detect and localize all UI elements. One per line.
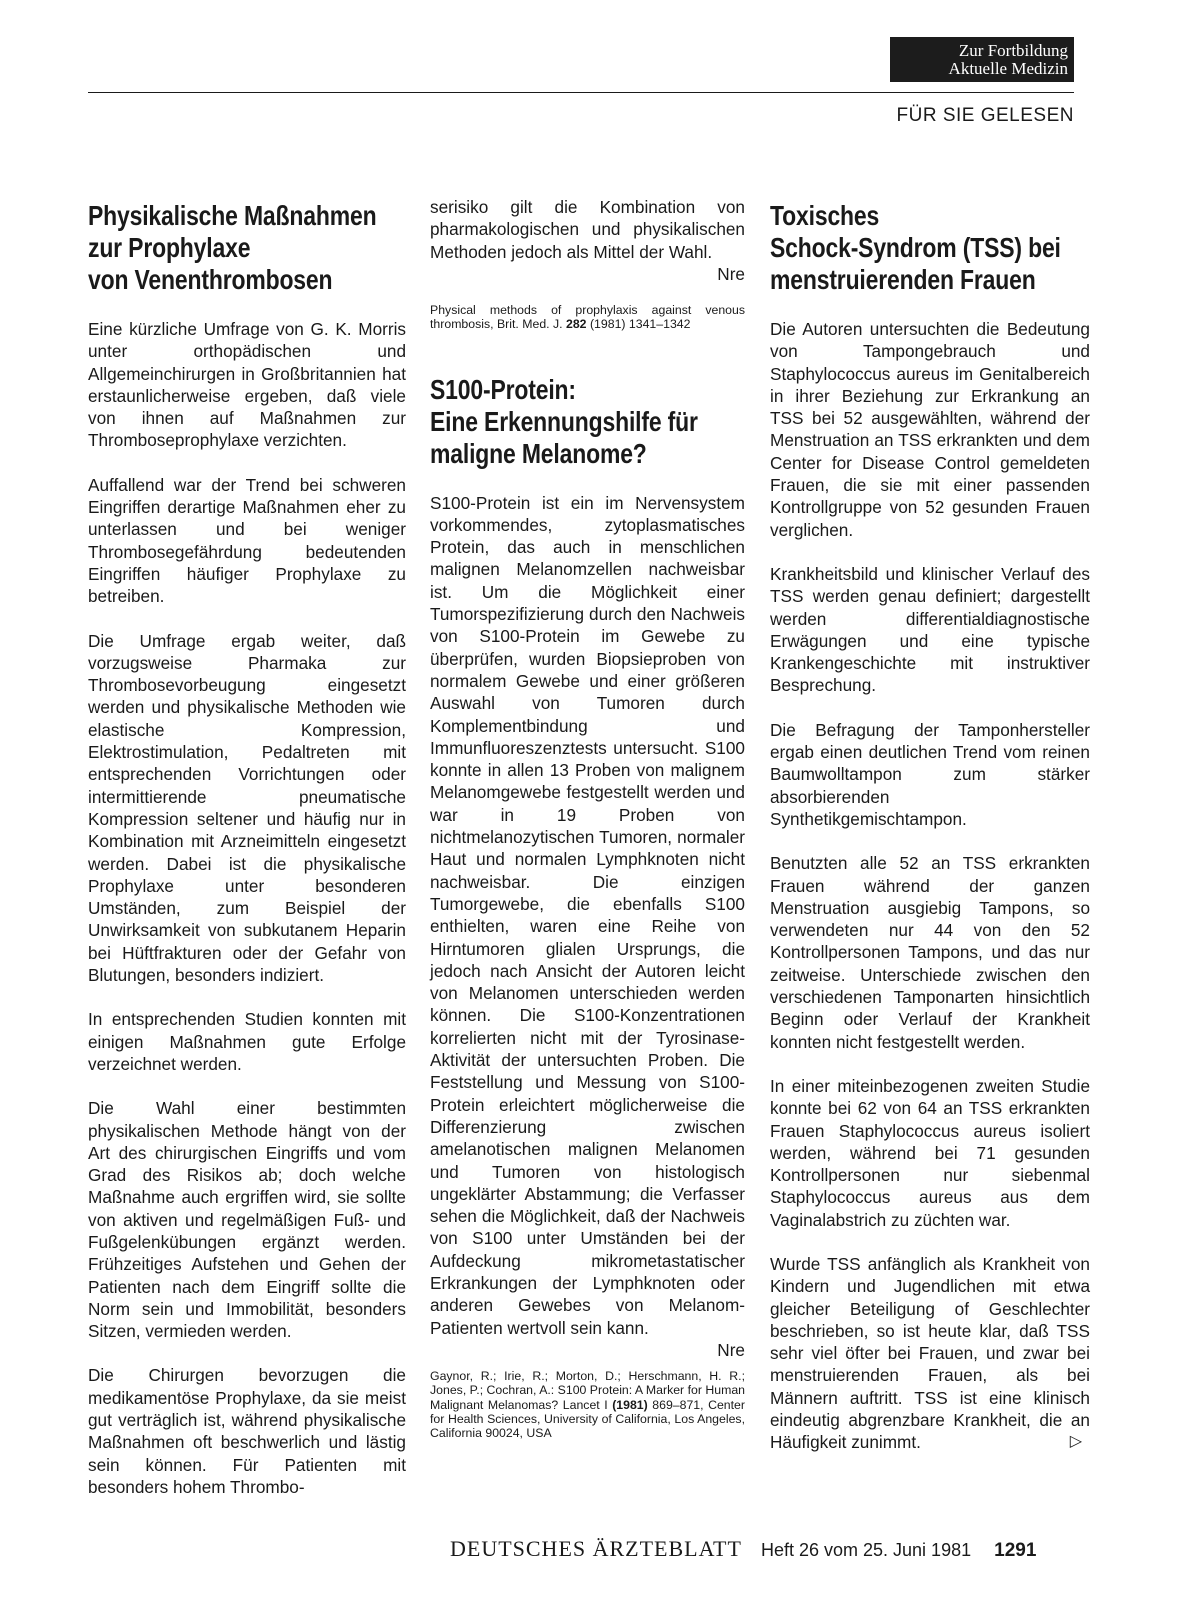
article-1-reference-tail: (1981) 1341–1342 <box>589 317 691 332</box>
article-2-reference <box>430 1369 745 1440</box>
article-1-paragraph: Die Umfrage ergab weiter, daß vorzugsweise Pharmaka zur Thrombosevorbeugung eingesetzt werden und physikalische Methoden wie elastische Kompression, Elektrostimulation, Pedaltreten mit entsprechenden Vorrichtungen oder intermittierende pneumatische Kompression seltener und häufig nur in Kombination mit Arzneimitteln eingesetzt werden. Dabei ist die physikalische Prophylaxe unter besonderen Umständen, zum Beispiel der Unwirksamkeit von subkutanem Heparin bei Hüftfrakturen oder der Gefahr von Blutungen, besonders indiziert. <box>88 630 406 986</box>
article-2-signature: Nre <box>717 1339 745 1360</box>
article-1-signature-line <box>430 263 745 285</box>
article-3-title <box>770 200 1090 296</box>
article-1-paragraph: Eine kürzliche Umfrage von G. K. Morris unter orthopädischen und Allgemeinchirurgen in Großbritannien hat erstaunlicherweise ergeben, daß viele von ihnen auf Maßnahmen zur Thromboseprophylaxe verzichten. <box>88 319 406 451</box>
article-3-paragraph: In einer miteinbezogenen zweiten Studie konnte bei 62 von 64 an TSS erkrankten Frauen Staphylococcus aureus isoliert werden, während bei 71 gesunden Kontrollpersonen nur siebenmal Staphylococcus aureus aus dem Vaginalabstrich zu züchten war. <box>770 1075 1090 1230</box>
article-2-paragraph: S100-Protein ist ein im Nervensystem vorkommendes, zytoplasmatisches Protein, das auch in menschlichen malignen Melanomzellen nachweisbar ist. Um die Möglichkeit einer Tumorspezifizierung durch den Nachweis von S100-Protein im Gewebe zu überprüfen, wurden Biopsieproben von normalem Gewebe und einer größeren Auswahl von Tumoren durch Komplementbindung und Immunfluoreszenztests untersucht. S100 konnte in allen 13 Proben von malignem Melanomgewebe festgestellt werden und war in 19 Proben von nichtmelanozytischen Tumoren, normaler Haut und normalen Lymphknoten nicht nachweisbar. Die einzigen Tumorgewebe, die ebenfalls S100 enthielten, waren eine Reihe von Hirntumoren glialen Ursprungs, die jedoch nach Ansicht der Autoren leicht von Melanomen unterschieden werden können. Die S100-Konzentrationen korrelierten nicht mit der Tyrosinase-Aktivität der untersuchten Proben. Die Feststellung und Messung von S100-Protein erleichtert möglicherweise die Differenzierung zwischen amelanotischen malignen Melanomen und Tumoren von histologisch ungeklärter Abstammung; die Verfasser sehen die Möglichkeit, daß der Nachweis von S100 unter Umständen bei der Aufdeckung mikrometastatischer Erkrankungen der Lymphknoten oder anderen Gewebes von Melanom-Patienten wertvoll sein kann. <box>430 492 745 1338</box>
article-2-title <box>430 374 745 470</box>
page-number: 1291 <box>994 1540 1037 1561</box>
article-1-reference-text: Physical methods of prophylaxis against venous thrombosis, Brit. Med. J. <box>430 303 745 332</box>
article-1-continuation: serisiko gilt die Kombination von pharmakologischen und physikalischen Methoden jedoch als Mittel der Wahl. <box>430 197 745 262</box>
section-label: FÜR SIE GELESEN <box>896 105 1074 126</box>
article-3-paragraph: Krankheitsbild und klinischer Verlauf des TSS werden genau definiert; dargestellt werden differentialdiagnostische Erwägungen und eine typische Krankengeschichte mit instruktiver Besprechung. <box>770 563 1090 696</box>
article-3-paragraph: Benutzten alle 52 an TSS erkrankten Frauen während der ganzen Menstruation ausgiebig Tampons, so verwendeten nur 44 von den 52 Kontrollpersonen Tampons, und das nur zeitweise. Unterschiede zwischen den verschiedenen Tamponarten hinsichtlich Beginn oder Verlauf der Krankheit konnten nicht festgestellt werden. <box>770 853 1090 1052</box>
article-1-reference-volume: 282 <box>566 317 587 332</box>
header-rule <box>88 92 1074 93</box>
article-1-reference <box>430 303 745 331</box>
article-2-title-line-3: maligne Melanome? <box>430 437 647 469</box>
badge-line-2: Aktuelle Medizin <box>948 59 1068 78</box>
article-2-reference-text: Gaynor, R.; Irie, R.; Morton, D.; Herschmann, H. R.; Jones, P.; Cochran, A.: S100 Protein: A Marker for Human Malignant Melanomas? Lancet I <box>430 1369 745 1412</box>
article-1-signature: Nre <box>717 263 745 284</box>
continue-arrow-icon: ▷ <box>1069 1432 1082 1450</box>
article-3-title-line-2: Schock-Syndrom (TSS) bei <box>770 232 1061 263</box>
article-1-title-line-1: Physikalische Maßnahmen <box>88 200 377 231</box>
article-2-reference-year: (1981) <box>612 1397 648 1412</box>
article-1-paragraph: Die Wahl einer bestimmten physikalischen Methode hängt von der Art des chirurgischen Eingriffs und vom Grad des Risikos ab; doch welche Maßnahme auch ergriffen wird, sie sollte von aktiven und regelmäßigen Fuß- und Fußgelenkübungen ergänzt werden. Frühzeitiges Aufstehen und Gehen der Patienten nach dem Eingriff sollte die Norm sein und Immobilität, besonders Sitzen, vermieden werden. <box>88 1098 406 1342</box>
article-2-title-line-1: S100-Protein: <box>430 373 576 405</box>
article-3-final-block <box>770 1253 1090 1454</box>
article-1-title-line-3: von Venenthrombosen <box>88 264 333 295</box>
column-1 <box>88 200 406 1498</box>
article-3-paragraph: Die Autoren untersuchten die Bedeutung von Tampongebrauch und Staphylococcus aureus im Genitalbereich in ihrer Beziehung zur Erkrankung an TSS bei 52 ausgewählten, während der Menstruation an TSS erkrankten und dem Center for Disease Control gemeldeten Frauen, die sie mit einer passenden Kontrollgruppe von 52 gesunden Frauen verglichen. <box>770 319 1090 540</box>
article-1-title-line-2: zur Prophylaxe <box>88 232 251 263</box>
journal-name: DEUTSCHES ÄRZTEBLATT <box>450 1536 742 1561</box>
column-3 <box>770 200 1090 1454</box>
section-badge <box>890 37 1074 82</box>
article-1-title <box>88 200 406 296</box>
page-footer <box>450 1536 1036 1562</box>
article-2-reference-tail: 869–871, Center for Health Sciences, University of California, Los Angeles, California 90024, USA <box>430 1397 745 1440</box>
issue-info: Heft 26 vom 25. Juni 1981 <box>760 1540 972 1560</box>
article-3-paragraph: Wurde TSS anfänglich als Krankheit von Kindern und Jugendlichen mit etwa gleicher Beteiligung of Geschlechter beschrieben, so ist heute klar, daß TSS sehr viel öfter bei Frauen, und zwar bei menstruierenden Frauen, als bei Männern auftritt. TSS ist eine klinisch eindeutig abgrenzbare Krankheit, die an Häufigkeit zunimmt. <box>770 1253 1090 1453</box>
article-2-title-line-2: Eine Erkennungshilfe für <box>430 405 698 437</box>
article-1-paragraph: In entsprechenden Studien konnten mit einigen Maßnahmen gute Erfolge verzeichnet werden. <box>88 1009 406 1074</box>
article-2-signature-line <box>430 1339 745 1361</box>
article-3-title-line-3: menstruierenden Frauen <box>770 264 1036 295</box>
article-3-title-line-1: Toxisches <box>770 200 880 231</box>
column-2 <box>430 196 745 1482</box>
badge-line-1: Zur Fortbildung <box>958 41 1068 60</box>
article-3-paragraph: Die Befragung der Tamponhersteller ergab einen deutlichen Trend vom reinen Baumwolltampon zum stärker absorbierenden Synthetikgemischtampon. <box>770 719 1090 829</box>
article-1-paragraph: Die Chirurgen bevorzugen die medikamentöse Prophylaxe, da sie meist gut verträglich ist, während physikalische Maßnahmen oft beschwerlich und lästig sein können. Für Patienten mit besonders hohem Thrombo- <box>88 1365 406 1497</box>
article-1-paragraph: Auffallend war der Trend bei schweren Eingriffen derartige Maßnahmen eher zu unterlassen und bei weniger Thrombosegefährdung bedeutenden Eingriffen häufiger Prophylaxe zu betreiben. <box>88 474 406 607</box>
